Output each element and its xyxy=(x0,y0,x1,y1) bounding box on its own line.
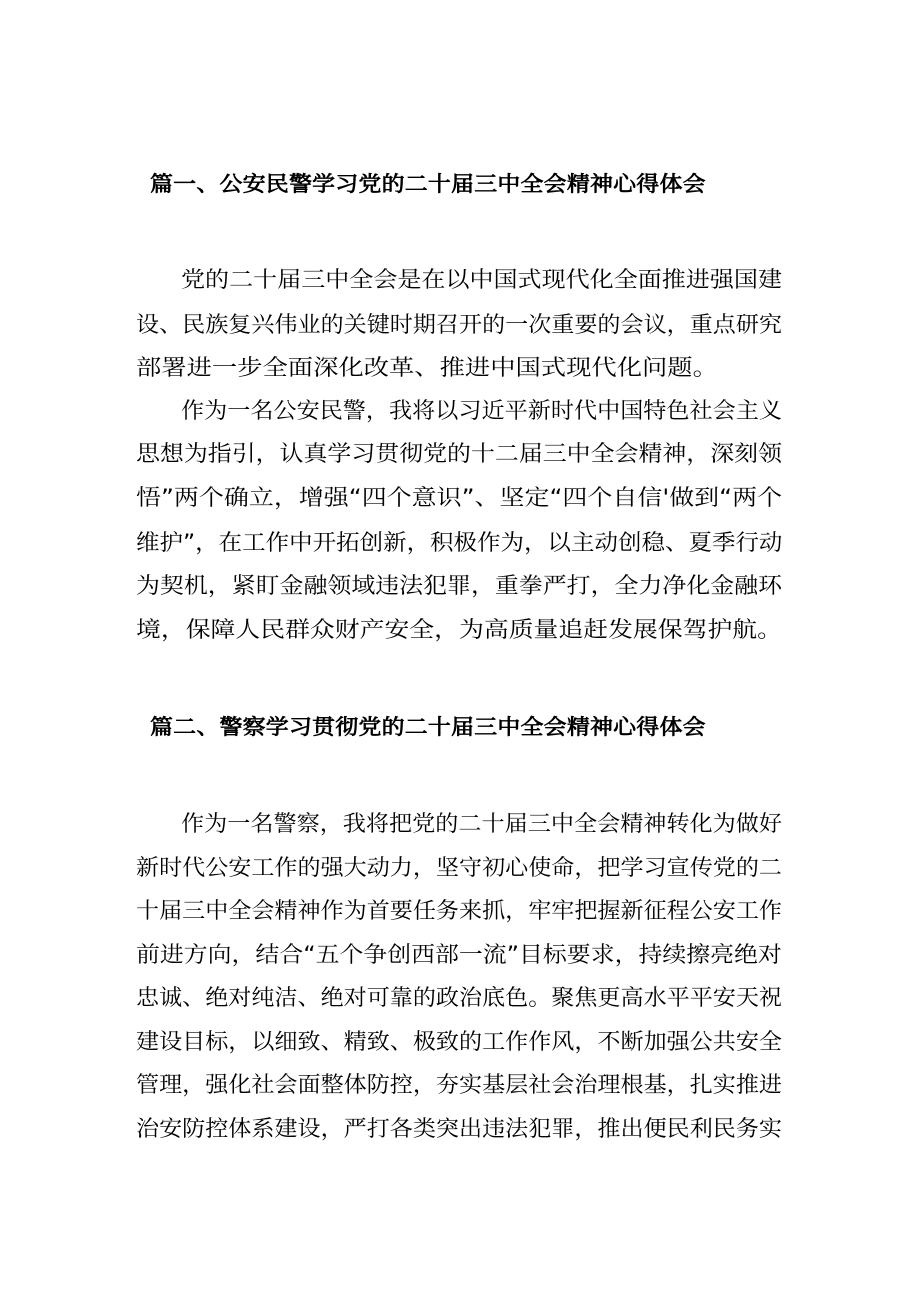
section-1-line-3: 部署进一步全面深化改革、推进中国式现代化问题。 xyxy=(136,356,718,381)
section-2-line-2: 新时代公安工作的强大动力，坚守初心使命，把学习宣传党的二 xyxy=(136,856,783,881)
section-2-line-4: 前进方向，结合“五个争创西部一流”目标要求，持续擦亮绝对 xyxy=(136,943,782,968)
section-2-heading: 篇二、警察学习贯彻党的二十届三中全会精神心得体会 xyxy=(150,715,706,739)
section-1-line-2: 设、民族复兴伟业的关键时期召开的一次重要的会议，重点研究 xyxy=(136,313,783,338)
section-1-line-6: 悟”两个确立，增强“四个意识”、坚定“四个自信'做到“两个 xyxy=(136,486,783,511)
section-2-line-8: 治安防控体系建设，严打各类突出违法犯罪，推出便民利民务实 xyxy=(136,1117,783,1142)
section-1-line-8: 为契机，紧盯金融领域违法犯罪，重拳严打，全力净化金融环 xyxy=(136,574,783,599)
section-2-line-3: 十届三中全会精神作为首要任务来抓，牢牢把握新征程公安工作 xyxy=(136,899,783,924)
section-2-line-6: 建设目标，以细致、精致、极致的工作作风，不断加强公共安全 xyxy=(136,1030,783,1055)
section-2-line-1: 作为一名警察，我将把党的二十届三中全会精神转化为做好 xyxy=(181,812,783,837)
section-1-heading: 篇一、公安民警学习党的二十届三中全会精神心得体会 xyxy=(150,172,706,196)
section-2-line-5: 忠诚、绝对纯洁、绝对可靠的政治底色。聚焦更高水平平安天祝 xyxy=(136,986,783,1011)
section-2-line-7: 管理，强化社会面整体防控，夯实基层社会治理根基，扎实推进 xyxy=(136,1073,783,1098)
section-1-line-4: 作为一名公安民警，我将以习近平新时代中国特色社会主义 xyxy=(181,399,783,424)
section-1-line-5: 思想为指引，认真学习贯彻党的十二届三中全会精神，深刻领 xyxy=(136,442,783,467)
section-1-line-9: 境，保障人民群众财产安全，为高质量追赶发展保驾护航。 xyxy=(136,618,783,643)
section-1-line-7: 维护”，在工作中开拓创新，积极作为，以主动创稳、夏季行动 xyxy=(136,531,783,556)
section-1-line-1: 党的二十届三中全会是在以中国式现代化全面推进强国建 xyxy=(181,268,783,293)
